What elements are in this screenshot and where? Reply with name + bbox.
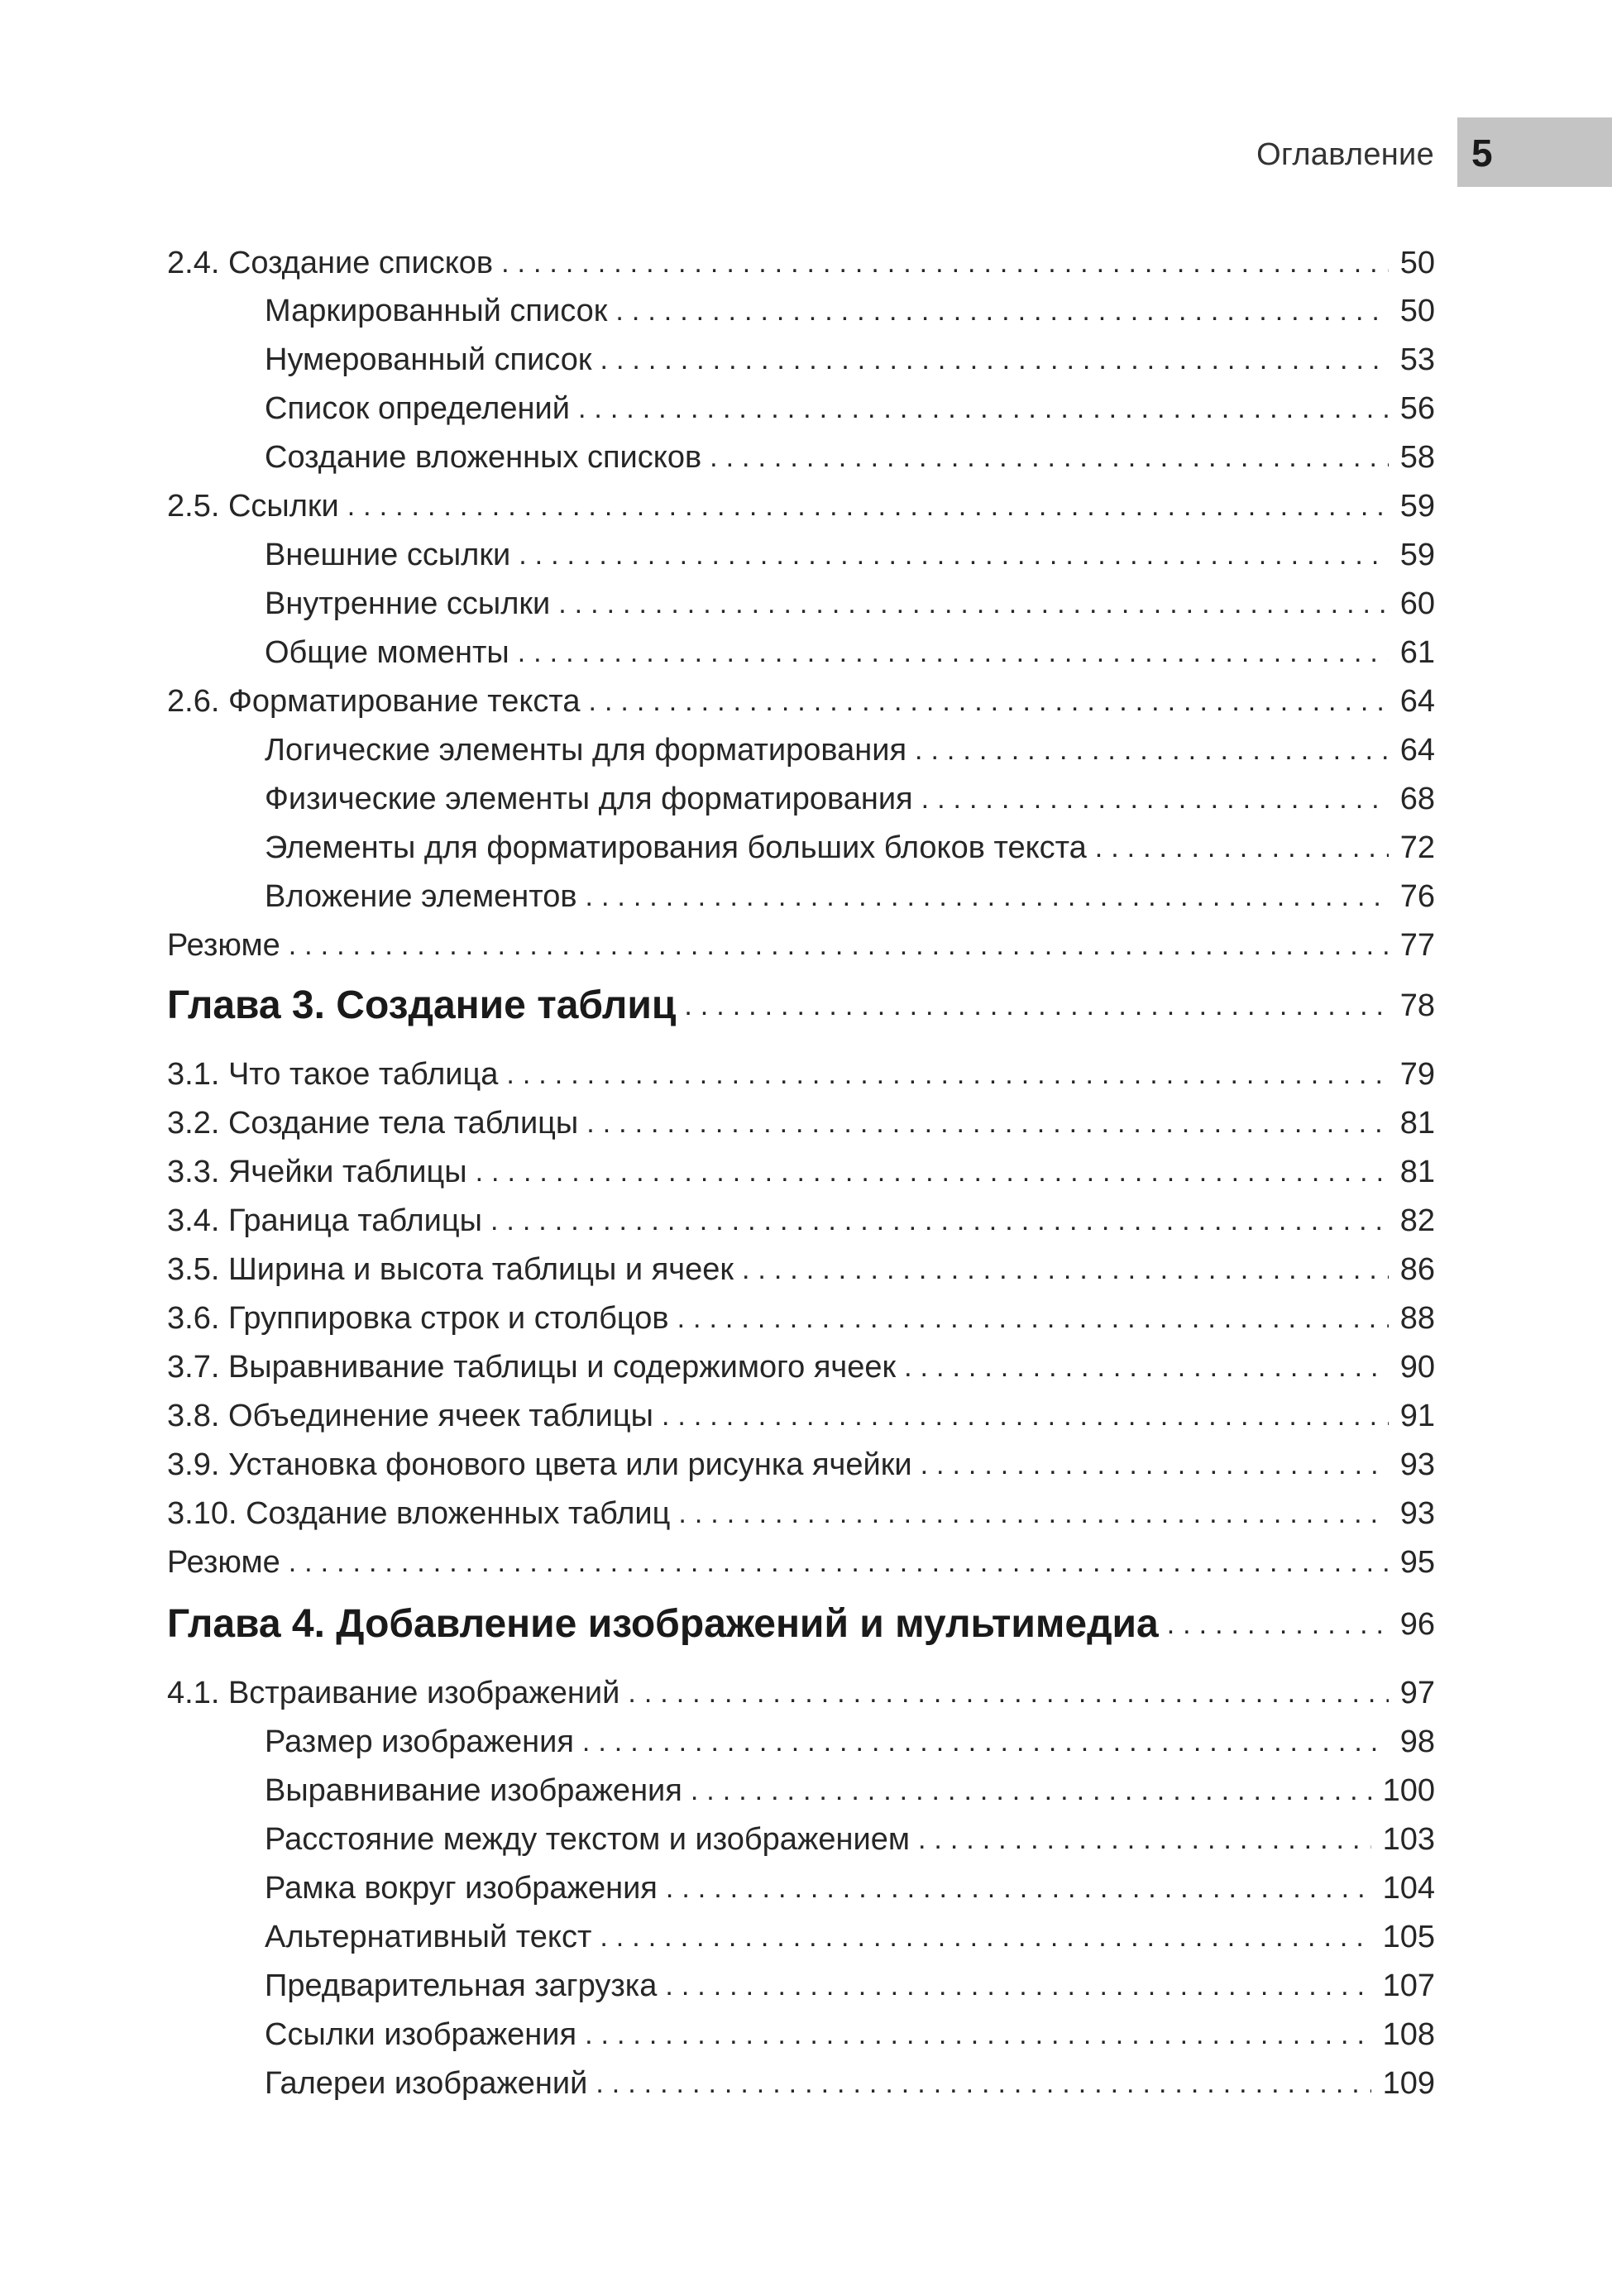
toc-entry-page: 90 — [1399, 1350, 1435, 1385]
toc-entry-page: 50 — [1399, 246, 1435, 280]
toc-dot-leader — [558, 582, 1388, 625]
toc-dot-leader — [628, 1672, 1388, 1715]
toc-subsection-entry — [265, 387, 1435, 430]
toc-dot-leader — [666, 1867, 1371, 1910]
toc-entry-title: Глава 4. Добавление изображений и мультимедиа — [167, 1602, 1159, 1646]
toc-entry-title: Рамка вокруг изображения — [265, 1871, 658, 1906]
toc-dot-leader — [710, 436, 1389, 479]
toc-entry-page: 86 — [1399, 1252, 1435, 1287]
toc-entry-title: 2.6. Форматирование текста — [167, 684, 581, 719]
toc-dot-leader — [665, 1964, 1370, 2007]
toc-entry-title: Вложение элементов — [265, 879, 577, 914]
toc-section-entry — [167, 1346, 1435, 1389]
toc-section-entry — [167, 680, 1435, 723]
toc-entry-page: 81 — [1399, 1155, 1435, 1189]
toc-entry-title: 3.7. Выравнивание таблицы и содержимого ячеек — [167, 1350, 897, 1385]
toc-entry-page: 64 — [1399, 733, 1435, 768]
toc-subsection-entry — [265, 1818, 1435, 1861]
toc-entry-title: Расстояние между текстом и изображением — [265, 1822, 910, 1857]
toc-subsection-entry — [265, 1720, 1435, 1763]
toc-section-entry — [167, 1541, 1435, 1584]
toc-section-entry — [167, 1443, 1435, 1486]
toc-entry-title: Ссылки изображения — [265, 2017, 577, 2052]
toc-dot-leader — [578, 387, 1389, 430]
toc-dot-leader — [600, 1916, 1370, 1959]
toc-entry-title: 3.6. Группировка строк и столбцов — [167, 1301, 669, 1336]
toc-entry-page: 97 — [1399, 1676, 1435, 1710]
toc-section-entry — [167, 1672, 1435, 1715]
toc-subsection-entry — [265, 1916, 1435, 1959]
toc-section-entry — [167, 242, 1435, 285]
page-number: 5 — [1471, 132, 1493, 175]
toc-section-entry — [167, 924, 1435, 967]
toc-dot-leader — [904, 1346, 1389, 1389]
toc-dot-leader — [289, 1541, 1389, 1584]
toc-section-entry — [167, 1394, 1435, 1437]
toc-entry-page: 76 — [1399, 879, 1435, 914]
toc-dot-leader — [586, 1102, 1388, 1145]
toc-entry-page: 109 — [1382, 2066, 1435, 2101]
toc-entry-page: 104 — [1382, 1871, 1435, 1906]
toc-dot-leader — [677, 1297, 1389, 1340]
toc-dot-leader — [506, 1053, 1388, 1096]
toc-dot-leader — [347, 485, 1389, 528]
toc-entry-page: 105 — [1382, 1920, 1435, 1954]
toc-entry-title: Физические элементы для форматирования — [265, 782, 913, 816]
toc-dot-leader — [586, 875, 1389, 918]
toc-dot-leader — [600, 338, 1389, 381]
toc-entry-page: 96 — [1399, 1607, 1435, 1642]
toc-section-entry — [167, 485, 1435, 528]
toc-dot-leader — [684, 979, 1388, 1032]
toc-entry-page: 100 — [1382, 1773, 1435, 1808]
toc-entry-title: Список определений — [265, 391, 570, 426]
toc-section-entry — [167, 1248, 1435, 1291]
toc-entry-title: Галереи изображений — [265, 2066, 588, 2101]
toc-dot-leader — [490, 1199, 1389, 1242]
toc-entry-page: 107 — [1382, 1968, 1435, 2003]
toc-dot-leader — [289, 924, 1389, 967]
toc-entry-page: 98 — [1399, 1724, 1435, 1759]
toc-entry-page: 78 — [1399, 988, 1435, 1023]
toc-section-entry — [167, 1199, 1435, 1242]
toc-entry-title: Нумерованный список — [265, 342, 592, 377]
toc-entry-page: 93 — [1399, 1496, 1435, 1531]
toc-dot-leader — [518, 631, 1389, 674]
toc-entry-title: Маркированный список — [265, 294, 608, 328]
toc-entry-title: Резюме — [167, 1545, 280, 1580]
toc-dot-leader — [918, 1818, 1371, 1861]
toc-subsection-entry — [265, 436, 1435, 479]
toc-entry-page: 60 — [1399, 586, 1435, 621]
toc-entry-title: 3.8. Объединение ячеек таблицы — [167, 1399, 653, 1433]
toc-entry-title: 3.9. Установка фонового цвета или рисунка ячейки — [167, 1447, 912, 1482]
toc-entry-page: 50 — [1399, 294, 1435, 328]
toc-subsection-entry — [265, 338, 1435, 381]
toc-subsection-entry — [265, 875, 1435, 918]
toc-entry-title: Логические элементы для форматирования — [265, 733, 907, 768]
toc-entry-page: 59 — [1399, 538, 1435, 572]
toc-subsection-entry — [265, 582, 1435, 625]
toc-subsection-entry — [265, 289, 1435, 332]
toc-entry-title: Альтернативный текст — [265, 1920, 592, 1954]
toc-entry-page: 81 — [1399, 1106, 1435, 1141]
toc-dot-leader — [921, 777, 1389, 820]
toc-entry-page: 77 — [1399, 928, 1435, 963]
toc-subsection-entry — [265, 1867, 1435, 1910]
toc-entry-title: Глава 3. Создание таблиц — [167, 983, 677, 1027]
toc-entry-page: 88 — [1399, 1301, 1435, 1336]
toc-section-entry — [167, 1297, 1435, 1340]
toc-entry-title: Внешние ссылки — [265, 538, 511, 572]
toc-entry-page: 91 — [1399, 1399, 1435, 1433]
toc-dot-leader — [585, 2013, 1371, 2056]
toc-entry-page: 61 — [1399, 635, 1435, 670]
toc-subsection-entry — [265, 1769, 1435, 1812]
toc-entry-title: Общие моменты — [265, 635, 509, 670]
toc-entry-title: 3.3. Ячейки таблицы — [167, 1155, 467, 1189]
toc-section-entry — [167, 1492, 1435, 1535]
toc-entry-title: Элементы для форматирования больших блоков текста — [265, 830, 1087, 865]
toc-entry-title: Выравнивание изображения — [265, 1773, 682, 1808]
toc-entry-title: 3.2. Создание тела таблицы — [167, 1106, 579, 1141]
toc-subsection-entry — [265, 1964, 1435, 2007]
toc-subsection-entry — [265, 631, 1435, 674]
toc-entry-page: 95 — [1399, 1545, 1435, 1580]
toc-entry-title: Резюме — [167, 928, 280, 963]
toc-section-entry — [167, 1150, 1435, 1193]
toc-dot-leader — [915, 729, 1389, 772]
toc-entry-title: 3.10. Создание вложенных таблиц — [167, 1496, 671, 1531]
toc-entry-page: 59 — [1399, 489, 1435, 524]
toc-entry-page: 93 — [1399, 1447, 1435, 1482]
toc-subsection-entry — [265, 533, 1435, 576]
toc-entry-page: 64 — [1399, 684, 1435, 719]
toc-entry-page: 58 — [1399, 440, 1435, 475]
toc-entry-title: 3.5. Ширина и высота таблицы и ячеек — [167, 1252, 734, 1287]
running-title: Оглавление — [1256, 137, 1434, 172]
toc-entry-page: 53 — [1399, 342, 1435, 377]
toc-dot-leader — [921, 1443, 1389, 1486]
toc-entry-title: Создание вложенных списков — [265, 440, 702, 475]
toc-entry-title: Внутренние ссылки — [265, 586, 551, 621]
toc-dot-leader — [582, 1720, 1389, 1763]
toc-entry-page: 79 — [1399, 1057, 1435, 1092]
toc-dot-leader — [678, 1492, 1388, 1535]
toc-entry-title: 3.1. Что такое таблица — [167, 1057, 499, 1092]
toc-subsection-entry — [265, 826, 1435, 869]
toc-dot-leader — [742, 1248, 1389, 1291]
toc-entry-title: 4.1. Встраивание изображений — [167, 1676, 620, 1710]
toc-entry-title: 2.5. Ссылки — [167, 489, 339, 524]
toc-dot-leader — [615, 289, 1388, 332]
toc-subsection-entry — [265, 777, 1435, 820]
toc-entry-title: Размер изображения — [265, 1724, 574, 1759]
toc-chapter-entry — [167, 1598, 1435, 1651]
toc-dot-leader — [1095, 826, 1389, 869]
toc-dot-leader — [501, 242, 1389, 285]
toc-section-entry — [167, 1053, 1435, 1096]
toc-entry-page: 103 — [1382, 1822, 1435, 1857]
toc-entry-title: 3.4. Граница таблицы — [167, 1203, 482, 1238]
toc-entry-page: 68 — [1399, 782, 1435, 816]
toc-dot-leader — [1167, 1598, 1389, 1651]
toc-entry-page: 56 — [1399, 391, 1435, 426]
toc-entry-page: 108 — [1382, 2017, 1435, 2052]
toc-subsection-entry — [265, 2062, 1435, 2105]
toc-dot-leader — [596, 2062, 1370, 2105]
toc-subsection-entry — [265, 729, 1435, 772]
toc-dot-leader — [662, 1394, 1389, 1437]
toc-dot-leader — [691, 1769, 1371, 1812]
toc-entry-page: 82 — [1399, 1203, 1435, 1238]
toc-dot-leader — [589, 680, 1389, 723]
toc-entry-page: 72 — [1399, 830, 1435, 865]
toc-entry-title: Предварительная загрузка — [265, 1968, 658, 2003]
toc-entry-title: 2.4. Создание списков — [167, 246, 494, 280]
toc-chapter-entry — [167, 979, 1435, 1032]
toc-subsection-entry — [265, 2013, 1435, 2056]
toc-dot-leader — [519, 533, 1389, 576]
toc-section-entry — [167, 1102, 1435, 1145]
toc-dot-leader — [476, 1150, 1389, 1193]
